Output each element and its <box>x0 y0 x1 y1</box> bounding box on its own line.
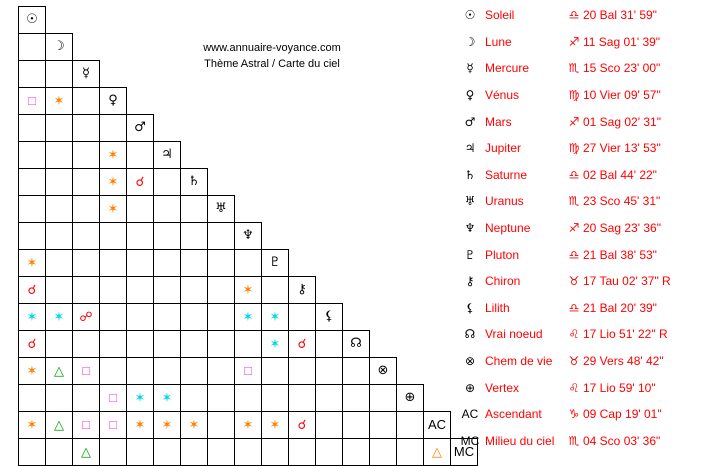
aspect-cell[interactable]: □ <box>100 385 127 412</box>
planet-symbol-vertex: ⊕ <box>464 380 476 395</box>
planet-symbol-sun: ☉ <box>464 8 476 23</box>
aspect-cell[interactable] <box>208 358 235 385</box>
planet-symbol-fortune: ⊗ <box>464 354 476 369</box>
aspect-cell[interactable] <box>316 331 343 358</box>
aspect-cell[interactable]: ✶ <box>19 358 46 385</box>
planet-name: Lilith <box>485 300 510 315</box>
aspect-cell[interactable] <box>46 331 73 358</box>
table-row <box>19 358 478 385</box>
zodiac-symbol: ♎ <box>568 300 580 315</box>
table-row <box>19 304 478 331</box>
aspect-cell[interactable]: ☍ <box>73 304 100 331</box>
aspect-cell[interactable]: ✶ <box>127 412 154 439</box>
planet-position: 10 Vier 09' 57" <box>583 88 661 103</box>
zodiac-symbol: ♎ <box>568 167 580 182</box>
aspect-cell[interactable] <box>154 223 181 250</box>
grid-header-moon: ☽ <box>46 34 73 61</box>
list-item <box>455 188 703 215</box>
planet-position: 17 Tau 02' 37" R <box>583 274 671 289</box>
aspect-cell[interactable] <box>208 277 235 304</box>
aspect-cell[interactable]: □ <box>73 358 100 385</box>
aspect-cell[interactable] <box>46 115 73 142</box>
aspect-cell[interactable] <box>19 61 46 88</box>
aspect-cell[interactable] <box>154 250 181 277</box>
grid-header-chiron: ⚷ <box>289 277 316 304</box>
aspect-cell[interactable] <box>343 412 370 439</box>
aspect-cell[interactable] <box>181 250 208 277</box>
planet-position-list <box>455 2 703 454</box>
grid-header-node: ☊ <box>343 331 370 358</box>
aspect-cell[interactable] <box>127 304 154 331</box>
aspect-cell[interactable] <box>154 196 181 223</box>
aspect-cell[interactable] <box>235 331 262 358</box>
zodiac-symbol: ♏ <box>568 194 580 209</box>
planet-position: 23 Sco 45' 31" <box>583 194 661 209</box>
aspect-cell[interactable] <box>46 439 73 466</box>
planet-symbol-chiron: ⚷ <box>465 274 475 289</box>
aspect-cell[interactable] <box>343 358 370 385</box>
aspect-cell[interactable] <box>289 439 316 466</box>
planet-symbol-neptune: ♆ <box>464 221 476 236</box>
aspect-cell[interactable] <box>316 439 343 466</box>
aspect-cell[interactable] <box>181 358 208 385</box>
planet-position: 09 Cap 19' 01" <box>583 407 662 422</box>
list-item <box>455 295 703 322</box>
aspect-cell[interactable]: ✶ <box>19 412 46 439</box>
aspect-cell[interactable] <box>127 358 154 385</box>
list-item <box>455 108 703 135</box>
list-item <box>455 241 703 268</box>
aspect-cell[interactable]: ✶ <box>181 412 208 439</box>
table-row <box>19 331 478 358</box>
grid-header-sun: ☉ <box>19 7 46 34</box>
aspect-cell[interactable] <box>154 331 181 358</box>
aspect-cell[interactable]: △ <box>73 439 100 466</box>
aspect-cell[interactable] <box>289 358 316 385</box>
zodiac-symbol: ♐ <box>568 114 580 129</box>
aspect-cell[interactable] <box>19 439 46 466</box>
aspect-cell[interactable] <box>73 331 100 358</box>
aspect-cell[interactable] <box>19 223 46 250</box>
planet-symbol-node: ☊ <box>464 327 476 342</box>
aspect-cell[interactable] <box>127 277 154 304</box>
planet-position: 20 Sag 23' 36" <box>583 221 661 236</box>
aspect-cell[interactable] <box>73 250 100 277</box>
planet-name: Mercure <box>485 61 530 76</box>
aspect-cell[interactable]: □ <box>235 358 262 385</box>
site-url: www.annuaire-voyance.com <box>203 42 341 54</box>
aspect-cell[interactable] <box>316 385 343 412</box>
planet-symbol-lilith: ⚸ <box>465 300 475 315</box>
aspect-cell[interactable] <box>46 61 73 88</box>
aspect-cell[interactable] <box>262 358 289 385</box>
aspect-cell[interactable]: △ <box>46 358 73 385</box>
aspect-cell[interactable]: ✶ <box>100 142 127 169</box>
aspect-cell[interactable] <box>46 196 73 223</box>
planet-name: Uranus <box>485 194 524 209</box>
aspect-cell[interactable] <box>100 223 127 250</box>
aspect-cell[interactable] <box>262 277 289 304</box>
aspect-cell[interactable] <box>262 385 289 412</box>
aspect-cell[interactable] <box>73 88 100 115</box>
aspect-cell[interactable] <box>73 196 100 223</box>
grid-header-uranus: ♅ <box>208 196 235 223</box>
aspect-cell[interactable]: ☌ <box>289 412 316 439</box>
planet-symbol-mercury: ☿ <box>466 61 474 76</box>
aspect-cell[interactable]: △ <box>424 439 451 466</box>
zodiac-symbol: ♌ <box>568 327 580 342</box>
table-row <box>19 439 478 466</box>
list-item <box>455 162 703 189</box>
planet-name: Pluton <box>485 247 520 262</box>
list-item <box>455 55 703 82</box>
aspect-cell[interactable] <box>46 250 73 277</box>
aspect-cell[interactable] <box>46 142 73 169</box>
aspect-cell[interactable] <box>100 304 127 331</box>
aspect-cell[interactable] <box>370 439 397 466</box>
zodiac-symbol: ♎ <box>568 247 580 262</box>
list-item <box>455 401 703 428</box>
list-item <box>455 374 703 401</box>
aspect-cell[interactable] <box>235 385 262 412</box>
planet-position: 21 Bal 20' 39" <box>583 300 657 315</box>
aspect-cell[interactable] <box>19 385 46 412</box>
grid-header-mercury: ☿ <box>73 61 100 88</box>
aspect-cell[interactable] <box>316 412 343 439</box>
chart-title-block <box>182 40 362 72</box>
planet-name: Neptune <box>485 221 531 236</box>
aspect-cell[interactable]: ☌ <box>289 331 316 358</box>
list-item <box>455 268 703 295</box>
aspect-cell[interactable] <box>100 358 127 385</box>
aspect-cell[interactable] <box>208 412 235 439</box>
aspect-cell[interactable] <box>46 277 73 304</box>
aspect-cell[interactable] <box>154 277 181 304</box>
zodiac-symbol: ♏ <box>568 433 580 448</box>
planet-position: 01 Sag 02' 31" <box>583 114 661 129</box>
grid-header-mars: ♂ <box>127 115 154 142</box>
planet-name: Soleil <box>485 8 515 23</box>
aspect-cell[interactable]: ✶ <box>46 88 73 115</box>
aspect-cell[interactable] <box>19 196 46 223</box>
grid-header-vertex: ⊕ <box>397 385 424 412</box>
aspect-cell[interactable] <box>154 439 181 466</box>
aspect-cell[interactable]: ✶ <box>154 412 181 439</box>
list-item <box>455 348 703 375</box>
table-row <box>19 250 478 277</box>
aspect-grid-table <box>18 6 478 466</box>
aspect-cell[interactable] <box>343 439 370 466</box>
aspect-cell[interactable] <box>46 169 73 196</box>
aspect-cell[interactable] <box>289 385 316 412</box>
planet-position: 17 Lio 59' 10" <box>583 380 656 395</box>
aspect-cell[interactable] <box>127 439 154 466</box>
aspect-cell[interactable] <box>181 304 208 331</box>
aspect-cell[interactable] <box>289 304 316 331</box>
grid-header-jupiter: ♃ <box>154 142 181 169</box>
zodiac-symbol: ♎ <box>568 8 580 23</box>
planet-position: 02 Bal 44' 22" <box>583 167 657 182</box>
aspect-cell[interactable]: ✶ <box>235 412 262 439</box>
aspect-cell[interactable]: ✶ <box>235 277 262 304</box>
table-row <box>19 7 478 34</box>
planet-name: Jupiter <box>485 141 522 156</box>
aspect-cell[interactable] <box>73 115 100 142</box>
planet-position: 17 Lio 51' 22" R <box>583 327 668 342</box>
planet-name: Chiron <box>485 274 521 289</box>
planet-position: 21 Bal 38' 53" <box>583 247 657 262</box>
aspect-cell[interactable] <box>397 412 424 439</box>
aspect-cell[interactable] <box>316 358 343 385</box>
aspect-cell[interactable]: ✶ <box>262 412 289 439</box>
aspect-cell[interactable] <box>235 439 262 466</box>
zodiac-symbol: ♉ <box>568 354 580 369</box>
aspect-cell[interactable]: ✶ <box>235 304 262 331</box>
aspect-cell[interactable]: □ <box>73 412 100 439</box>
aspect-cell[interactable]: △ <box>46 412 73 439</box>
aspect-cell[interactable] <box>127 196 154 223</box>
planet-symbol-saturn: ♄ <box>464 167 476 182</box>
aspect-cell[interactable] <box>154 358 181 385</box>
aspect-cell[interactable] <box>397 439 424 466</box>
aspect-cell[interactable] <box>235 250 262 277</box>
aspect-cell[interactable]: ✶ <box>127 385 154 412</box>
planet-symbol-moon: ☽ <box>464 34 476 49</box>
planet-position: 04 Sco 03' 36" <box>583 433 661 448</box>
planet-symbol-uranus: ♅ <box>464 194 476 209</box>
planet-symbol-venus: ♀ <box>465 88 475 103</box>
aspect-cell[interactable]: □ <box>100 412 127 439</box>
aspect-cell[interactable] <box>19 115 46 142</box>
grid-header-lilith: ⚸ <box>316 304 343 331</box>
aspect-cell[interactable] <box>154 169 181 196</box>
aspect-cell[interactable] <box>100 331 127 358</box>
planet-table <box>455 2 703 454</box>
zodiac-symbol: ♏ <box>568 61 580 76</box>
aspect-cell[interactable]: ☌ <box>19 331 46 358</box>
aspect-cell[interactable] <box>370 412 397 439</box>
list-item <box>455 82 703 109</box>
grid-header-neptune: ♆ <box>235 223 262 250</box>
aspect-cell[interactable] <box>19 169 46 196</box>
aspect-cell[interactable]: ✶ <box>19 304 46 331</box>
aspect-cell[interactable] <box>127 250 154 277</box>
grid-header-ac: AC <box>424 412 451 439</box>
planet-position: 29 Vers 48' 42" <box>583 354 664 369</box>
planet-symbol-mars: ♂ <box>464 114 476 129</box>
aspect-cell[interactable] <box>46 223 73 250</box>
planet-name: Milieu du ciel <box>485 433 555 448</box>
planet-symbol-mc: MC <box>460 433 480 448</box>
list-item <box>455 135 703 162</box>
aspect-cell[interactable] <box>19 34 46 61</box>
aspect-cell[interactable] <box>73 385 100 412</box>
chart-subtitle: Thème Astral / Carte du ciel <box>204 58 340 70</box>
table-row <box>19 196 478 223</box>
aspect-cell[interactable]: ✶ <box>100 169 127 196</box>
aspect-cell[interactable] <box>73 142 100 169</box>
aspect-cell[interactable] <box>181 439 208 466</box>
list-item <box>455 321 703 348</box>
planet-name: Vénus <box>485 88 520 103</box>
aspect-cell[interactable]: ✶ <box>46 304 73 331</box>
planet-name: Vrai noeud <box>485 327 543 342</box>
grid-header-saturn: ♄ <box>181 169 208 196</box>
aspect-cell[interactable] <box>181 223 208 250</box>
aspect-cell[interactable]: ✶ <box>262 331 289 358</box>
zodiac-symbol: ♐ <box>568 221 580 236</box>
zodiac-symbol: ♍ <box>568 88 580 103</box>
aspect-cell[interactable] <box>181 331 208 358</box>
aspect-cell[interactable]: ✶ <box>19 250 46 277</box>
planet-name: Mars <box>485 114 512 129</box>
aspect-cell[interactable] <box>208 331 235 358</box>
grid-header-fortune: ⊗ <box>370 358 397 385</box>
aspect-grid <box>18 6 478 466</box>
table-row <box>19 142 478 169</box>
aspect-cell[interactable] <box>19 142 46 169</box>
list-item <box>455 2 703 29</box>
aspect-cell[interactable] <box>208 250 235 277</box>
list-item <box>455 29 703 56</box>
aspect-cell[interactable] <box>73 277 100 304</box>
zodiac-symbol: ♌ <box>568 380 580 395</box>
table-row <box>19 277 478 304</box>
aspect-cell[interactable] <box>370 385 397 412</box>
table-row <box>19 169 478 196</box>
planet-position: 27 Vier 13' 53" <box>583 141 661 156</box>
grid-header-mc: MC <box>451 439 478 466</box>
planet-name: Saturne <box>485 167 528 182</box>
aspect-cell[interactable] <box>208 223 235 250</box>
aspect-cell[interactable]: ✶ <box>100 196 127 223</box>
grid-header-venus: ♀ <box>100 88 127 115</box>
aspect-cell[interactable] <box>181 277 208 304</box>
zodiac-symbol: ♉ <box>568 274 580 289</box>
aspect-cell[interactable] <box>100 277 127 304</box>
aspect-cell[interactable] <box>208 439 235 466</box>
aspect-cell[interactable] <box>208 385 235 412</box>
planet-symbol-ac: AC <box>461 407 479 422</box>
planet-name: Lune <box>485 34 512 49</box>
planet-position: 20 Bal 31' 59" <box>583 8 657 23</box>
zodiac-symbol: ♑ <box>568 407 580 422</box>
aspect-cell[interactable] <box>208 304 235 331</box>
planet-position: 11 Sag 01' 39" <box>583 34 661 49</box>
aspect-cell[interactable] <box>127 223 154 250</box>
aspect-cell[interactable]: ☌ <box>19 277 46 304</box>
aspect-cell[interactable] <box>46 385 73 412</box>
aspect-cell[interactable]: ☌ <box>127 169 154 196</box>
planet-symbol-pluto: ♇ <box>464 247 476 262</box>
table-row <box>19 223 478 250</box>
grid-header-pluto: ♇ <box>262 250 289 277</box>
planet-name: Vertex <box>485 380 520 395</box>
table-row <box>19 385 478 412</box>
zodiac-symbol: ♐ <box>568 34 580 49</box>
aspect-cell[interactable] <box>181 385 208 412</box>
planet-name: Ascendant <box>485 407 542 422</box>
aspect-cell[interactable] <box>127 142 154 169</box>
list-item <box>455 428 703 455</box>
aspect-cell[interactable]: ✶ <box>154 385 181 412</box>
planet-name: Chem de vie <box>485 354 553 369</box>
aspect-cell[interactable] <box>73 223 100 250</box>
aspect-cell[interactable] <box>100 439 127 466</box>
table-row <box>19 115 478 142</box>
aspect-cell[interactable] <box>100 115 127 142</box>
aspect-cell[interactable] <box>262 439 289 466</box>
aspect-cell[interactable] <box>343 385 370 412</box>
aspect-cell[interactable] <box>154 304 181 331</box>
table-row <box>19 412 478 439</box>
planet-position: 15 Sco 23' 00" <box>583 61 661 76</box>
aspect-cell[interactable] <box>181 196 208 223</box>
table-row <box>19 88 478 115</box>
list-item <box>455 215 703 242</box>
aspect-cell[interactable]: ✶ <box>262 304 289 331</box>
aspect-cell[interactable] <box>73 169 100 196</box>
zodiac-symbol: ♍ <box>568 141 580 156</box>
aspect-cell[interactable] <box>127 331 154 358</box>
planet-symbol-jupiter: ♃ <box>464 141 476 156</box>
aspect-cell[interactable]: □ <box>19 88 46 115</box>
aspect-cell[interactable] <box>100 250 127 277</box>
